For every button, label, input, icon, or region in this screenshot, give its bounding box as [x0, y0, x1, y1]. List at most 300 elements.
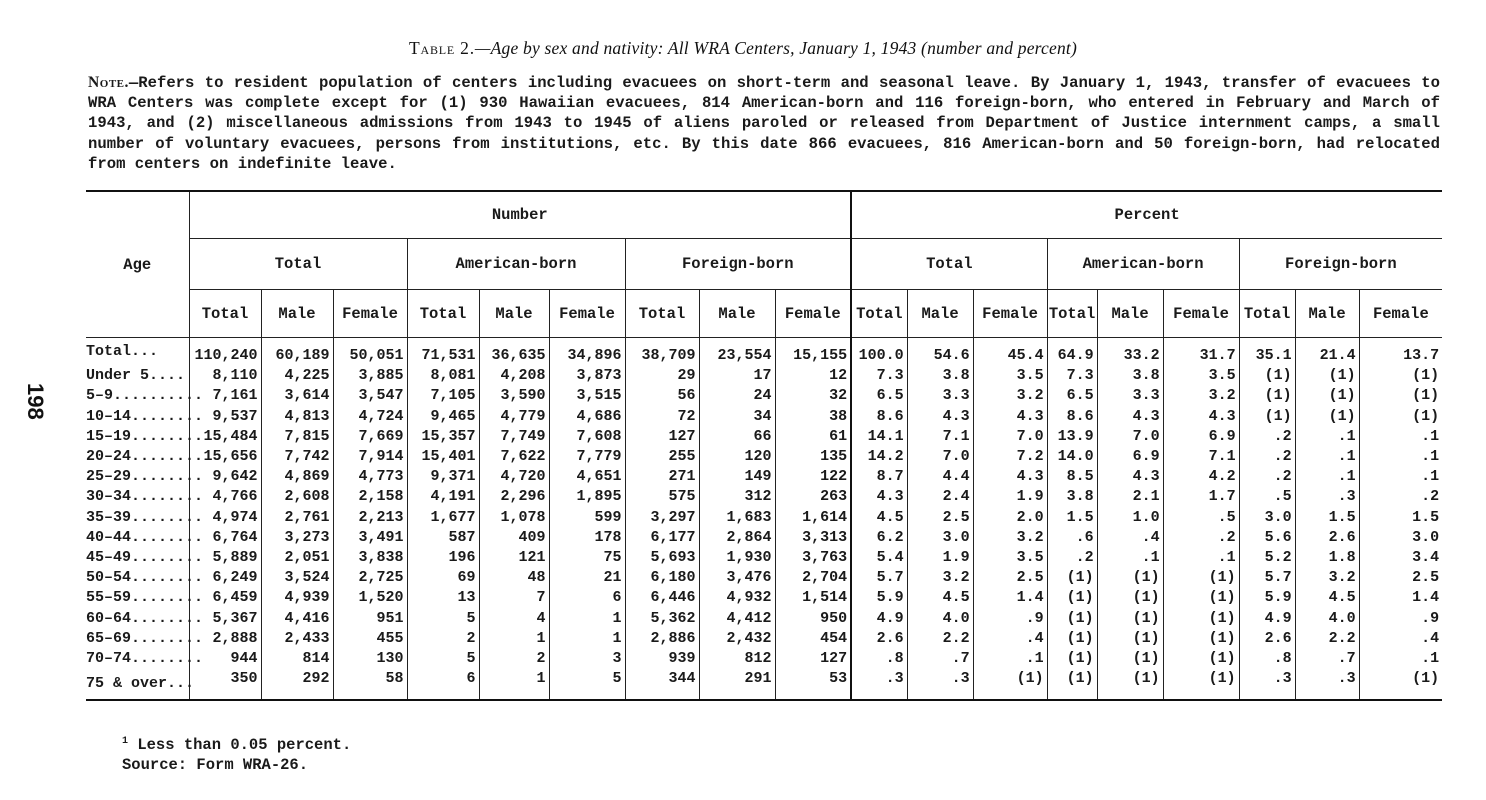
table-cell: 149: [699, 467, 775, 487]
table-cell: 1,895: [549, 487, 625, 507]
table-cell: 50,051: [333, 338, 407, 367]
table-cell: 6: [407, 669, 479, 700]
table-note: [88, 73, 1440, 174]
table-cell: 4,766: [189, 487, 261, 507]
sub-header: Total: [1047, 290, 1097, 338]
table-cell: 7.1: [1163, 447, 1239, 467]
table-cell: 6.9: [1163, 427, 1239, 447]
table-cell: 1.9: [907, 548, 973, 568]
table-cell: 1,078: [479, 508, 549, 528]
table-cell: 5.9: [1239, 588, 1295, 608]
table-cell: 5.6: [1239, 528, 1295, 548]
table-body: [86, 338, 1442, 701]
table-cell: 4,773: [333, 467, 407, 487]
sub-header: Total: [1239, 290, 1295, 338]
table-cell: 9,537: [189, 407, 261, 427]
table-cell: 17: [699, 366, 775, 386]
table-cell: 3,313: [775, 528, 851, 548]
table-cell: (1): [1359, 366, 1442, 386]
table-cell: 291: [699, 669, 775, 700]
table-cell: 2.6: [851, 629, 907, 649]
table-row: [86, 338, 1442, 367]
table-cell: 5.9: [851, 588, 907, 608]
row-age-label: 10–14........: [86, 407, 189, 427]
table-cell: 3.2: [973, 528, 1047, 548]
table-cell: 15,155: [775, 338, 851, 367]
table-row: [86, 487, 1442, 507]
table-cell: .2: [1239, 467, 1295, 487]
table-cell: 944: [189, 649, 261, 669]
table-cell: 110,240: [189, 338, 261, 367]
table-cell: 4.3: [851, 487, 907, 507]
table-cell: 2,888: [189, 629, 261, 649]
table-cell: 1.8: [1295, 548, 1359, 568]
table-cell: 38,709: [625, 338, 699, 367]
table-cell: (1): [1097, 629, 1163, 649]
table-cell: 13.7: [1359, 338, 1442, 367]
table-cell: 1,683: [699, 508, 775, 528]
table-cell: .1: [1097, 548, 1163, 568]
table-cell: (1): [1163, 608, 1239, 628]
table-cell: 13.9: [1047, 427, 1097, 447]
table-cell: 4,686: [549, 407, 625, 427]
table-cell: 7,815: [261, 427, 333, 447]
table-cell: 33.2: [1097, 338, 1163, 367]
table-cell: 3.8: [1097, 366, 1163, 386]
sub-header: Female: [549, 290, 625, 338]
table-cell: 4.4: [907, 467, 973, 487]
table-cell: 1.0: [1097, 508, 1163, 528]
table-cell: .2: [1359, 487, 1442, 507]
table-row: [86, 386, 1442, 406]
table-cell: 1,614: [775, 508, 851, 528]
table-cell: 4.3: [1163, 407, 1239, 427]
table-cell: 4,939: [261, 588, 333, 608]
table-cell: 4: [479, 608, 549, 628]
table-cell: 45.4: [973, 338, 1047, 367]
group-header: American-born: [407, 239, 625, 290]
table-cell: 4.9: [1239, 608, 1295, 628]
table-cell: (1): [1047, 649, 1097, 669]
table-cell: 58: [333, 669, 407, 700]
table-row: [86, 528, 1442, 548]
note-label: Note.: [88, 74, 129, 91]
table-cell: .5: [1163, 508, 1239, 528]
table-row: [86, 568, 1442, 588]
table-cell: 2,433: [261, 629, 333, 649]
table-cell: 1: [549, 629, 625, 649]
table-cell: 344: [625, 669, 699, 700]
table-cell: 69: [407, 568, 479, 588]
sub-header: Male: [261, 290, 333, 338]
table-cell: (1): [1097, 608, 1163, 628]
table-cell: .1: [1359, 447, 1442, 467]
table-cell: 31.7: [1163, 338, 1239, 367]
table-cell: 4,651: [549, 467, 625, 487]
table-row: [86, 508, 1442, 528]
table-cell: 7.0: [973, 427, 1047, 447]
table-cell: 66: [699, 427, 775, 447]
sub-header: Female: [1163, 290, 1239, 338]
table-cell: 6.9: [1097, 447, 1163, 467]
table-cell: 1.9: [973, 487, 1047, 507]
table-cell: 7,622: [479, 447, 549, 467]
sub-header: Female: [973, 290, 1047, 338]
table-cell: 1,514: [775, 588, 851, 608]
table-cell: (1): [1097, 649, 1163, 669]
table-row: [86, 427, 1442, 447]
table-cell: .8: [851, 649, 907, 669]
table-cell: 4.3: [1097, 467, 1163, 487]
table-cell: 3,547: [333, 386, 407, 406]
table-cell: .2: [1239, 427, 1295, 447]
table-cell: 24: [699, 386, 775, 406]
table-cell: 5,889: [189, 548, 261, 568]
table-cell: (1): [1097, 588, 1163, 608]
table-cell: 312: [699, 487, 775, 507]
table-cell: 60,189: [261, 338, 333, 367]
table-cell: 35.1: [1239, 338, 1295, 367]
table-cell: .5: [1239, 487, 1295, 507]
table-cell: 23,554: [699, 338, 775, 367]
sub-header: Male: [479, 290, 549, 338]
table-cell: 4.3: [1097, 407, 1163, 427]
sub-header: Male: [699, 290, 775, 338]
table-cell: 3.0: [907, 528, 973, 548]
table-cell: 4,412: [699, 608, 775, 628]
table-cell: 5.2: [1239, 548, 1295, 568]
table-cell: 2.5: [973, 568, 1047, 588]
table-cell: (1): [1359, 407, 1442, 427]
table-cell: 1,677: [407, 508, 479, 528]
table-cell: 127: [625, 427, 699, 447]
table-cell: 13: [407, 588, 479, 608]
table-cell: 135: [775, 447, 851, 467]
table-cell: 599: [549, 508, 625, 528]
table-cell: 6,249: [189, 568, 261, 588]
table-cell: 3,273: [261, 528, 333, 548]
table-cell: .3: [851, 669, 907, 700]
sub-header: Total: [625, 290, 699, 338]
table-cell: 2,608: [261, 487, 333, 507]
header-row-groups: [86, 239, 1442, 290]
table-cell: 120: [699, 447, 775, 467]
table-row: [86, 608, 1442, 628]
table-cell: 3.2: [973, 386, 1047, 406]
table-cell: 2.5: [1359, 568, 1442, 588]
table-cell: 3.0: [1239, 508, 1295, 528]
table-title-text: —Age by sex and nativity: All WRA Centers, January 1, 1943 (number and percent): [474, 38, 1077, 58]
table-cell: 7.2: [973, 447, 1047, 467]
table-cell: 3.3: [1097, 386, 1163, 406]
table-cell: 5: [549, 669, 625, 700]
table-cell: 1.5: [1359, 508, 1442, 528]
table-cell: 9,465: [407, 407, 479, 427]
table-cell: .1: [973, 649, 1047, 669]
table-cell: (1): [1047, 588, 1097, 608]
table-cell: 7,749: [479, 427, 549, 447]
table-cell: .1: [1359, 427, 1442, 447]
table-row: [86, 447, 1442, 467]
table-cell: 3.5: [973, 548, 1047, 568]
table-cell: 8,110: [189, 366, 261, 386]
table-cell: .7: [1295, 649, 1359, 669]
group-header: Total: [851, 239, 1047, 290]
table-row: [86, 467, 1442, 487]
table-cell: .1: [1295, 467, 1359, 487]
footnote-less-than: [122, 732, 351, 755]
table-cell: .1: [1359, 649, 1442, 669]
table-cell: 5,693: [625, 548, 699, 568]
table-cell: 2,761: [261, 508, 333, 528]
table-cell: (1): [1163, 588, 1239, 608]
table-cell: 3.5: [1163, 366, 1239, 386]
table-cell: 2.5: [907, 508, 973, 528]
table-cell: (1): [1239, 386, 1295, 406]
row-age-label: 30–34........: [86, 487, 189, 507]
sub-header: Total: [851, 290, 907, 338]
table-cell: 15,401: [407, 447, 479, 467]
table-cell: 5.7: [1239, 568, 1295, 588]
table-cell: 4,813: [261, 407, 333, 427]
table-cell: 2.1: [1097, 487, 1163, 507]
table-cell: 8.7: [851, 467, 907, 487]
table-cell: 7.3: [1047, 366, 1097, 386]
table-cell: 292: [261, 669, 333, 700]
table-cell: .1: [1295, 447, 1359, 467]
table-cell: 3,524: [261, 568, 333, 588]
table-cell: 3.8: [907, 366, 973, 386]
table-cell: 2.2: [1295, 629, 1359, 649]
table-cell: 4.0: [1295, 608, 1359, 628]
table-cell: 8.6: [851, 407, 907, 427]
table-cell: 939: [625, 649, 699, 669]
sub-header: Total: [407, 290, 479, 338]
table-cell: 6.5: [851, 386, 907, 406]
row-age-label: 50–54........: [86, 568, 189, 588]
table-cell: (1): [1295, 366, 1359, 386]
table-row: [86, 366, 1442, 386]
table-cell: 7,742: [261, 447, 333, 467]
table-cell: 1: [479, 669, 549, 700]
table-title: [0, 38, 1486, 59]
table-cell: 4,724: [333, 407, 407, 427]
sub-header: Female: [333, 290, 407, 338]
table-cell: (1): [1097, 568, 1163, 588]
table-cell: 2,864: [699, 528, 775, 548]
table-cell: 4,869: [261, 467, 333, 487]
page-number: 198: [23, 383, 48, 420]
table-cell: 4.3: [973, 407, 1047, 427]
table-cell: .1: [1295, 427, 1359, 447]
table-cell: 2.2: [907, 629, 973, 649]
table-cell: (1): [1047, 629, 1097, 649]
table-row: [86, 629, 1442, 649]
table-cell: 7,669: [333, 427, 407, 447]
table-cell: 5.7: [851, 568, 907, 588]
table-cell: 4.5: [851, 508, 907, 528]
sub-header: Female: [775, 290, 851, 338]
table-cell: 6,177: [625, 528, 699, 548]
table-cell: 2.6: [1295, 528, 1359, 548]
table-cell: 7,608: [549, 427, 625, 447]
table-cell: .9: [1359, 608, 1442, 628]
table-cell: 2,704: [775, 568, 851, 588]
row-age-label: 60–64........: [86, 608, 189, 628]
row-age-label: 35–39........: [86, 508, 189, 528]
table-cell: .2: [1239, 447, 1295, 467]
table-cell: 75: [549, 548, 625, 568]
row-age-label: Total...: [86, 338, 189, 367]
table-cell: 3.3: [907, 386, 973, 406]
table-cell: .4: [973, 629, 1047, 649]
table-cell: (1): [973, 669, 1047, 700]
table-cell: (1): [1097, 669, 1163, 700]
row-age-label: 25–29........: [86, 467, 189, 487]
table-cell: 4,225: [261, 366, 333, 386]
table-cell: 15,357: [407, 427, 479, 447]
table-cell: 64.9: [1047, 338, 1097, 367]
group-header: Foreign-born: [625, 239, 851, 290]
table-cell: 4,932: [699, 588, 775, 608]
table-cell: 4.2: [1163, 467, 1239, 487]
table-cell: 8.6: [1047, 407, 1097, 427]
table-cell: 12: [775, 366, 851, 386]
table-cell: 8,081: [407, 366, 479, 386]
table-cell: 34: [699, 407, 775, 427]
table-cell: 196: [407, 548, 479, 568]
table-cell: 2,886: [625, 629, 699, 649]
table-cell: 4.0: [907, 608, 973, 628]
table-cell: (1): [1047, 608, 1097, 628]
table-cell: 2.6: [1239, 629, 1295, 649]
table-cell: 6: [549, 588, 625, 608]
table-cell: 34,896: [549, 338, 625, 367]
table-cell: 3,885: [333, 366, 407, 386]
table-cell: 6,764: [189, 528, 261, 548]
table-cell: 3,838: [333, 548, 407, 568]
row-age-label: 55–59........: [86, 588, 189, 608]
header-row-top: [86, 191, 1442, 239]
table-cell: (1): [1295, 407, 1359, 427]
table-cell: 7,779: [549, 447, 625, 467]
row-age-label: 40–44........: [86, 528, 189, 548]
table-cell: 3.2: [1295, 568, 1359, 588]
table-cell: 3,491: [333, 528, 407, 548]
table-cell: 3.2: [907, 568, 973, 588]
table-cell: 7,914: [333, 447, 407, 467]
table-cell: 1.5: [1047, 508, 1097, 528]
table-row: [86, 588, 1442, 608]
table-cell: 127: [775, 649, 851, 669]
table-cell: (1): [1359, 386, 1442, 406]
table-cell: 1.7: [1163, 487, 1239, 507]
table-cell: 6,180: [625, 568, 699, 588]
table-cell: 3,515: [549, 386, 625, 406]
age-column-header: Age: [86, 191, 189, 338]
table-cell: 3: [549, 649, 625, 669]
table-cell: 14.1: [851, 427, 907, 447]
group-header: Foreign-born: [1239, 239, 1442, 290]
table-cell: 3,476: [699, 568, 775, 588]
table-cell: 5: [407, 608, 479, 628]
table-cell: 587: [407, 528, 479, 548]
table-cell: 575: [625, 487, 699, 507]
table-cell: 3,873: [549, 366, 625, 386]
table-cell: 350: [189, 669, 261, 700]
table-cell: 8.5: [1047, 467, 1097, 487]
table-cell: 2: [479, 649, 549, 669]
table-row: [86, 407, 1442, 427]
table-cell: 32: [775, 386, 851, 406]
table-cell: 29: [625, 366, 699, 386]
table-cell: .1: [1163, 548, 1239, 568]
table-cell: 454: [775, 629, 851, 649]
table-cell: 4,208: [479, 366, 549, 386]
table-cell: 3,614: [261, 386, 333, 406]
table-cell: 7.1: [907, 427, 973, 447]
row-age-label: 65–69........: [86, 629, 189, 649]
table-cell: .6: [1047, 528, 1097, 548]
table-cell: .8: [1239, 649, 1295, 669]
table-cell: 5: [407, 649, 479, 669]
row-age-label: 45–49........: [86, 548, 189, 568]
table-cell: (1): [1163, 649, 1239, 669]
footnote-marker: 1: [122, 736, 129, 747]
footnote-source: Source: Form WRA-26.: [122, 756, 309, 775]
table-cell: 1.4: [973, 588, 1047, 608]
table-cell: 951: [333, 608, 407, 628]
table-cell: 814: [261, 649, 333, 669]
table-cell: 4.5: [1295, 588, 1359, 608]
row-age-label: 5–9..........: [86, 386, 189, 406]
table-cell: 2,296: [479, 487, 549, 507]
table-cell: 4.3: [973, 467, 1047, 487]
sub-header: Total: [189, 290, 261, 338]
table-cell: 48: [479, 568, 549, 588]
table-cell: 2,725: [333, 568, 407, 588]
table-cell: 4,779: [479, 407, 549, 427]
table-cell: (1): [1047, 669, 1097, 700]
sub-header: Male: [907, 290, 973, 338]
table-cell: 409: [479, 528, 549, 548]
note-text: —Refers to resident population of centers including evacuees on short-term and seasonal leave. By January 1, 1943, transfer of evacuees to WRA Centers was complete except for (1) 930 Hawaiian evacuees, 814 American-born and 116 foreign-born, who entered in February and March of 1943, and (2) miscellaneous admissions from 1943 to 1945 of aliens paroled or released from Department of Justice internment camps, a small number of voluntary evacuees, persons from institutions, etc. By this date 866 evacuees, 816 American-born and 50 foreign-born, had relocated from centers on indefinite leave.: [88, 74, 1440, 173]
table-cell: 5,362: [625, 608, 699, 628]
table-cell: 2,213: [333, 508, 407, 528]
table-cell: .3: [1295, 669, 1359, 700]
table-cell: .4: [1359, 629, 1442, 649]
table-cell: (1): [1239, 407, 1295, 427]
table-cell: 3.5: [973, 366, 1047, 386]
table-cell: 3.8: [1047, 487, 1097, 507]
table-cell: 4,974: [189, 508, 261, 528]
table-cell: 5.4: [851, 548, 907, 568]
table-cell: 53: [775, 669, 851, 700]
footnotes: [122, 732, 351, 775]
table-cell: 7: [479, 588, 549, 608]
table-cell: 3.2: [1163, 386, 1239, 406]
table-cell: 9,642: [189, 467, 261, 487]
table-cell: 7.0: [907, 447, 973, 467]
sub-header: Male: [1097, 290, 1163, 338]
table-cell: 6,459: [189, 588, 261, 608]
table-cell: 3.0: [1359, 528, 1442, 548]
table-cell: 56: [625, 386, 699, 406]
row-age-label: Under 5....: [86, 366, 189, 386]
table-cell: 100.0: [851, 338, 907, 367]
table-cell: .3: [1239, 669, 1295, 700]
table-cell: 121: [479, 548, 549, 568]
